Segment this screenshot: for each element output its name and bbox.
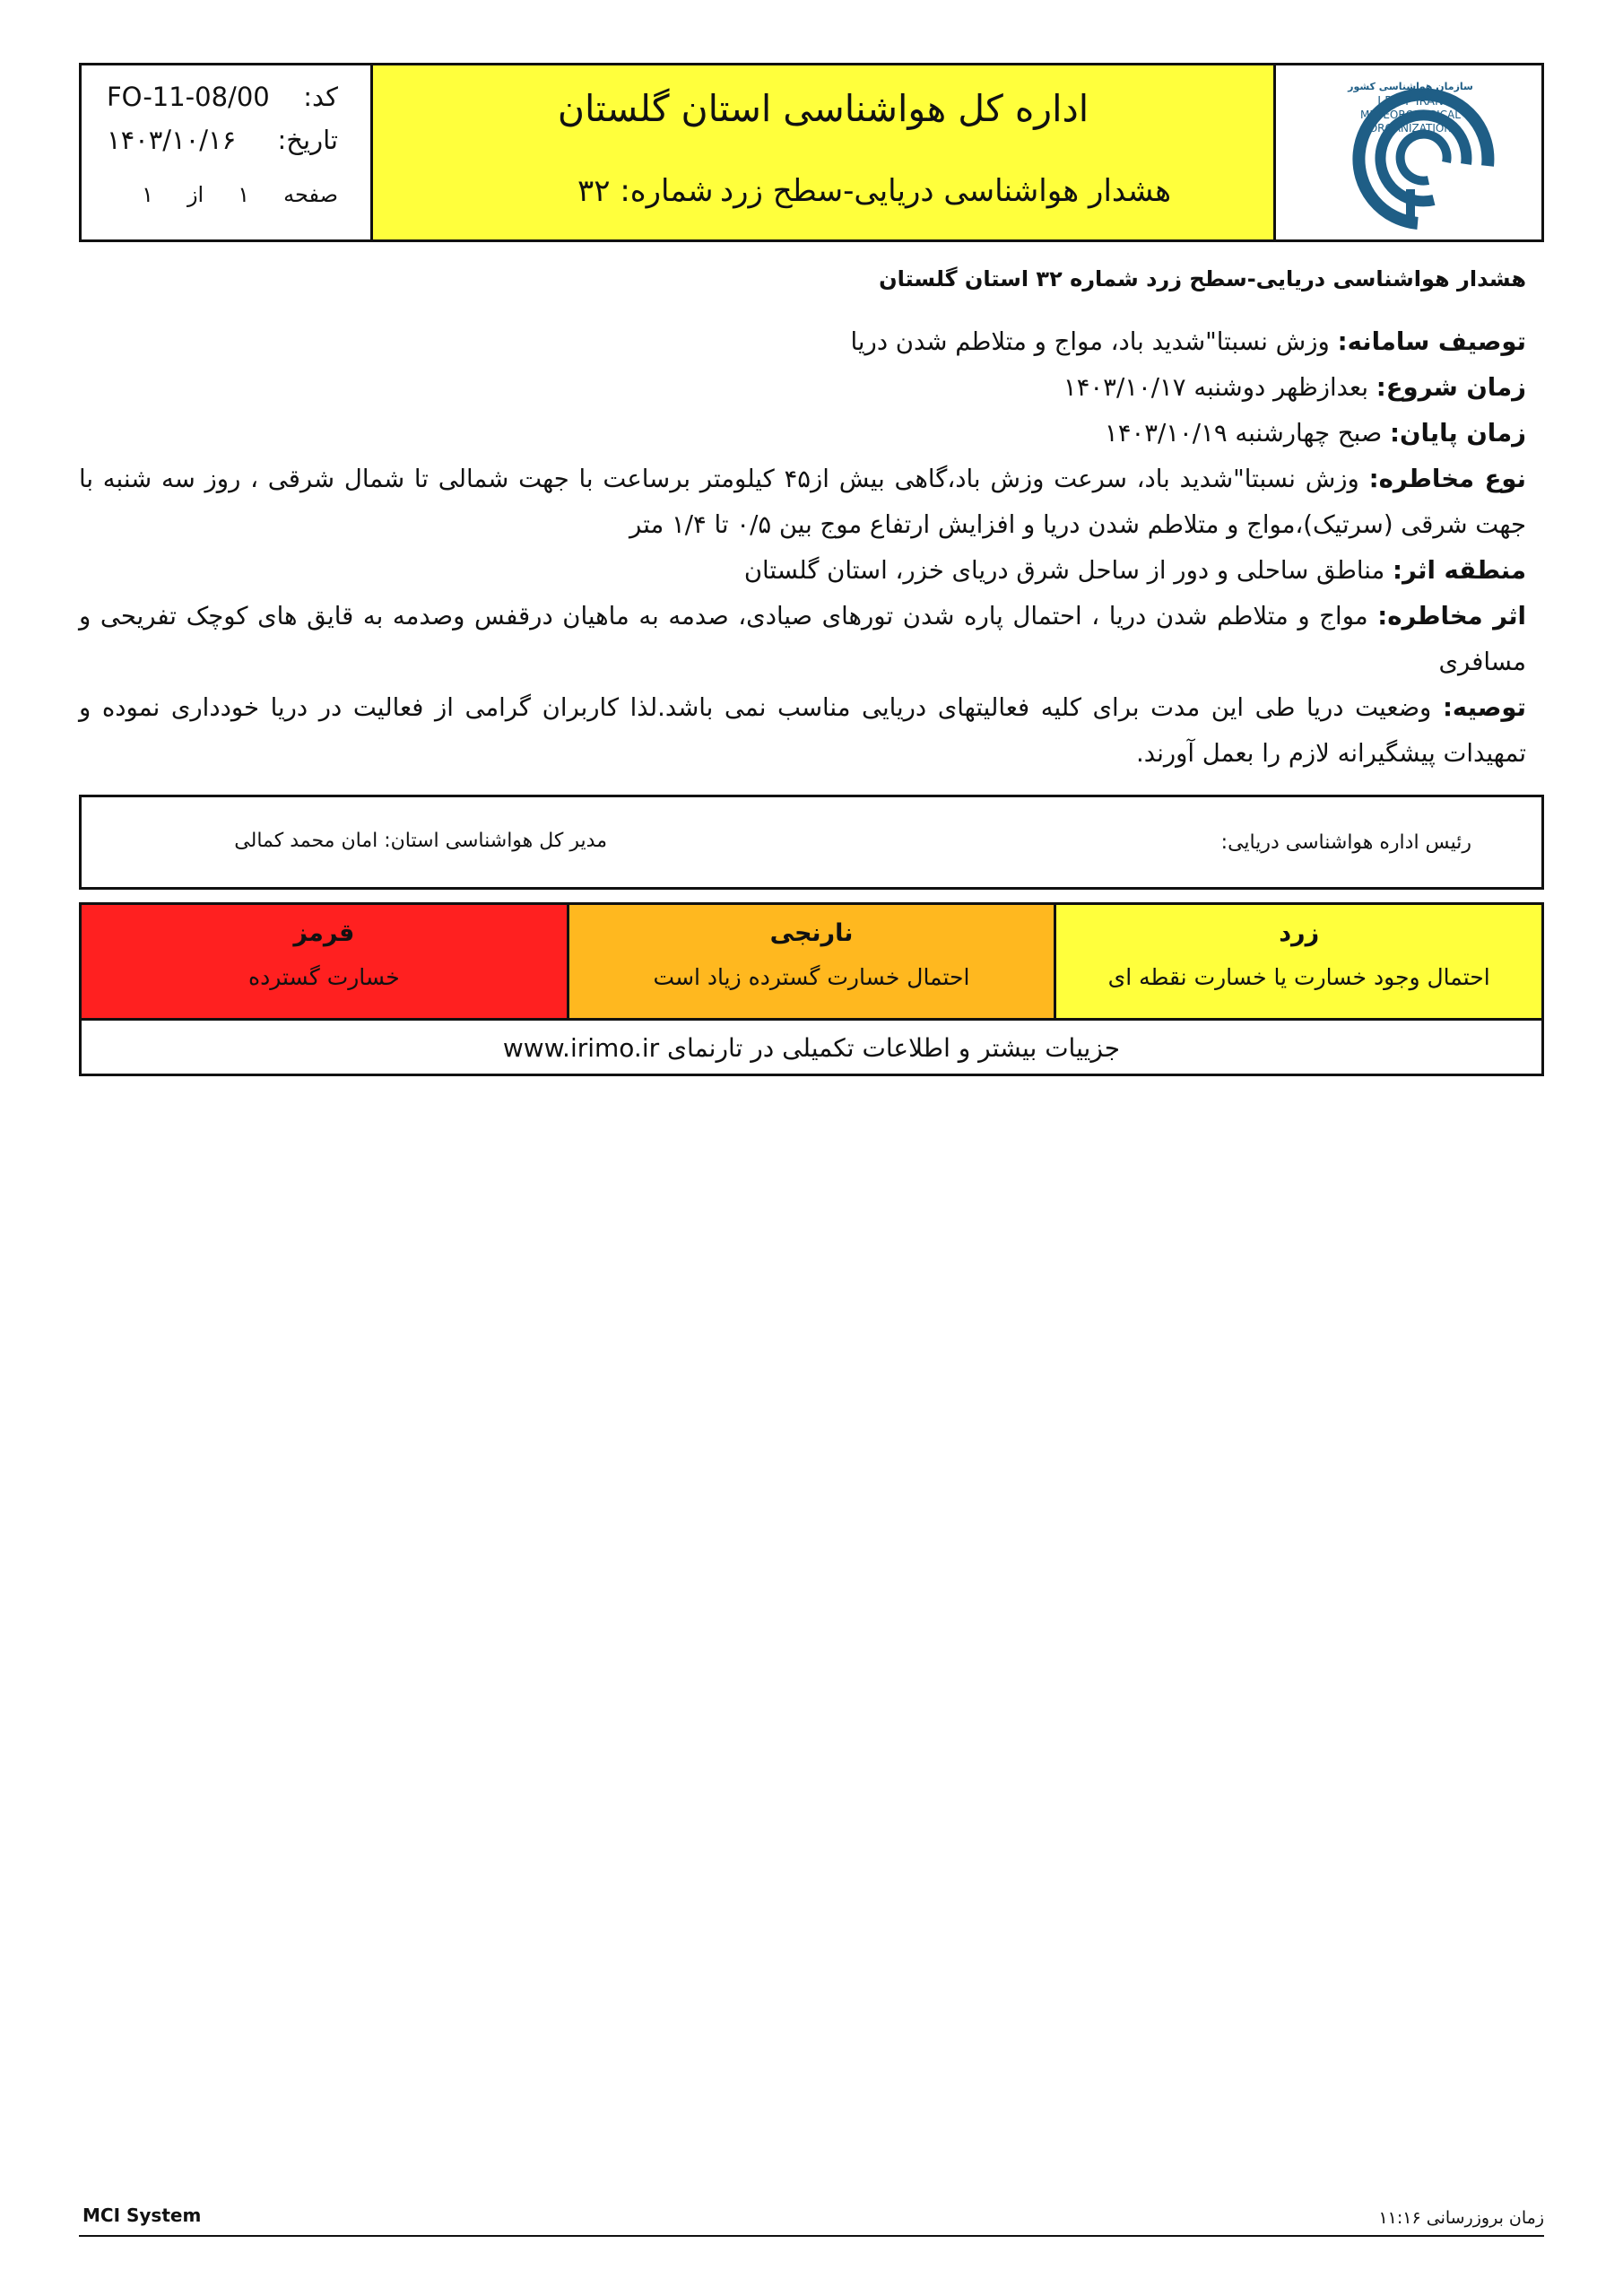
document-header [79,63,1544,242]
warning-number [577,173,714,209]
page-number: ۱ [238,182,250,207]
advice-label: توصیه: [1442,693,1526,722]
logo-en-3: ORGANIZATION [1368,122,1453,135]
end-value: صبح چهارشنبه ۱۴۰۳/۱۰/۱۹ [1104,419,1383,448]
warning-heading: هشدار هواشناسی دریایی-سطح زرد شماره ۳۲ استان گلستان [879,266,1526,291]
number-value: ۳۲ [577,173,611,209]
level-orange [569,905,1057,1018]
system-name: MCI System [82,2205,202,2226]
update-time: زمان بروزرسانی ۱۱:۱۶ [1378,2208,1544,2228]
area-value: مناطق ساحلی و دور از ساحل شرق دریای خزر، استان گلستان [743,556,1385,585]
org-title: اداره کل هواشناسی استان گلستان [557,87,1089,130]
warning-subtitle: هشدار هواشناسی دریایی-سطح زرد [719,173,1171,209]
hazard-value: وزش نسبتا"شدید باد، سرعت وزش باد،گاهی بیش از۴۵ کیلومتر برساعت با جهت شمالی تا شمال شرقی ، روز سه شنبه با جهت شرقی (سرتیک)،مواج و متلاطم شدن دریا و افزایش ارتفاع موج بین ۰/۵ تا ۱/۴ متر [79,465,1526,539]
date-value: ۱۴۰۳/۱۰/۱۶ [107,125,237,155]
level-name: قرمز [293,919,355,947]
footer-divider [79,2235,1544,2237]
level-red [82,905,569,1018]
logo-en-1: I.R.OF IRAN [1377,95,1444,109]
start-value: بعدازظهر دوشنبه ۱۴۰۳/۱۰/۱۷ [1063,373,1368,402]
start-label: زمان شروع: [1376,373,1526,402]
start-time [79,365,1526,411]
page-total: ۱ [142,182,153,207]
code-value: FO-11-08/00 [107,82,270,112]
signature-box [79,795,1544,890]
system-value: وزش نسبتا"شدید باد، مواج و متلاطم شدن دریا [850,327,1330,356]
end-time [79,411,1526,457]
more-info-link[interactable]: جزییات بیشتر و اطلاعات تکمیلی در تارنمای www.irimo.ir [502,1033,1121,1063]
hazard-label: نوع مخاطره: [1368,465,1526,493]
code-row [107,82,338,112]
affected-area [79,548,1526,594]
date-row [107,125,338,155]
director-signature: مدیر کل هواشناسی استان: امان محمد کمالی [234,830,607,852]
date-label: تاریخ: [277,125,338,155]
system-description [79,319,1526,365]
warning-body [79,260,1526,777]
page-row [107,182,338,207]
hazard-effect [79,594,1526,685]
level-name: زرد [1279,919,1320,947]
number-label: شماره: [620,173,714,209]
level-description: خسارت گسترده [247,964,400,990]
page-of: از [187,182,204,207]
effect-value: مواج و متلاطم شدن دریا ، احتمال پاره شدن تورهای صیادی، صدمه به ماهیان درقفس وصدمه به قایق های کوچک تفریحی و مسافری [79,602,1526,676]
level-name: نارنجی [769,919,854,947]
advice [79,685,1526,777]
hazard-type [79,457,1526,548]
effect-label: اثر مخاطره: [1377,602,1526,631]
page-label: صفحه [283,182,338,207]
title-box [373,65,1276,239]
code-label: کد: [303,82,338,112]
irimo-logo [1276,65,1541,239]
area-label: منطقه اثر: [1393,556,1526,585]
level-description: احتمال خسارت گسترده زیاد است [653,964,970,990]
end-label: زمان پایان: [1389,419,1526,448]
logo-fa-text: سازمان هواشناسی کشور [1348,81,1473,92]
logo-en-2: METEOROLOGICAL [1360,109,1461,121]
warning-levels-table [79,902,1544,1076]
level-description: احتمال وجود خسارت یا خسارت نقطه ای [1107,964,1490,990]
system-label: توصیف سامانه: [1337,327,1526,356]
document-meta [82,65,373,239]
advice-value: وضعیت دریا طی این مدت برای کلیه فعالیتهای دریایی مناسب نمی باشد.لذا کاربران گرامی از فعالیت در دریا خودداری نموده و تمهیدات پیشگیرانه لازم را بعمل آورند. [79,693,1526,768]
level-yellow [1056,905,1541,1018]
levels-row [82,905,1541,1021]
logo-emblem-icon [1276,65,1541,239]
marine-head-signature: رئیس اداره هواشناسی دریایی: [1220,831,1471,854]
